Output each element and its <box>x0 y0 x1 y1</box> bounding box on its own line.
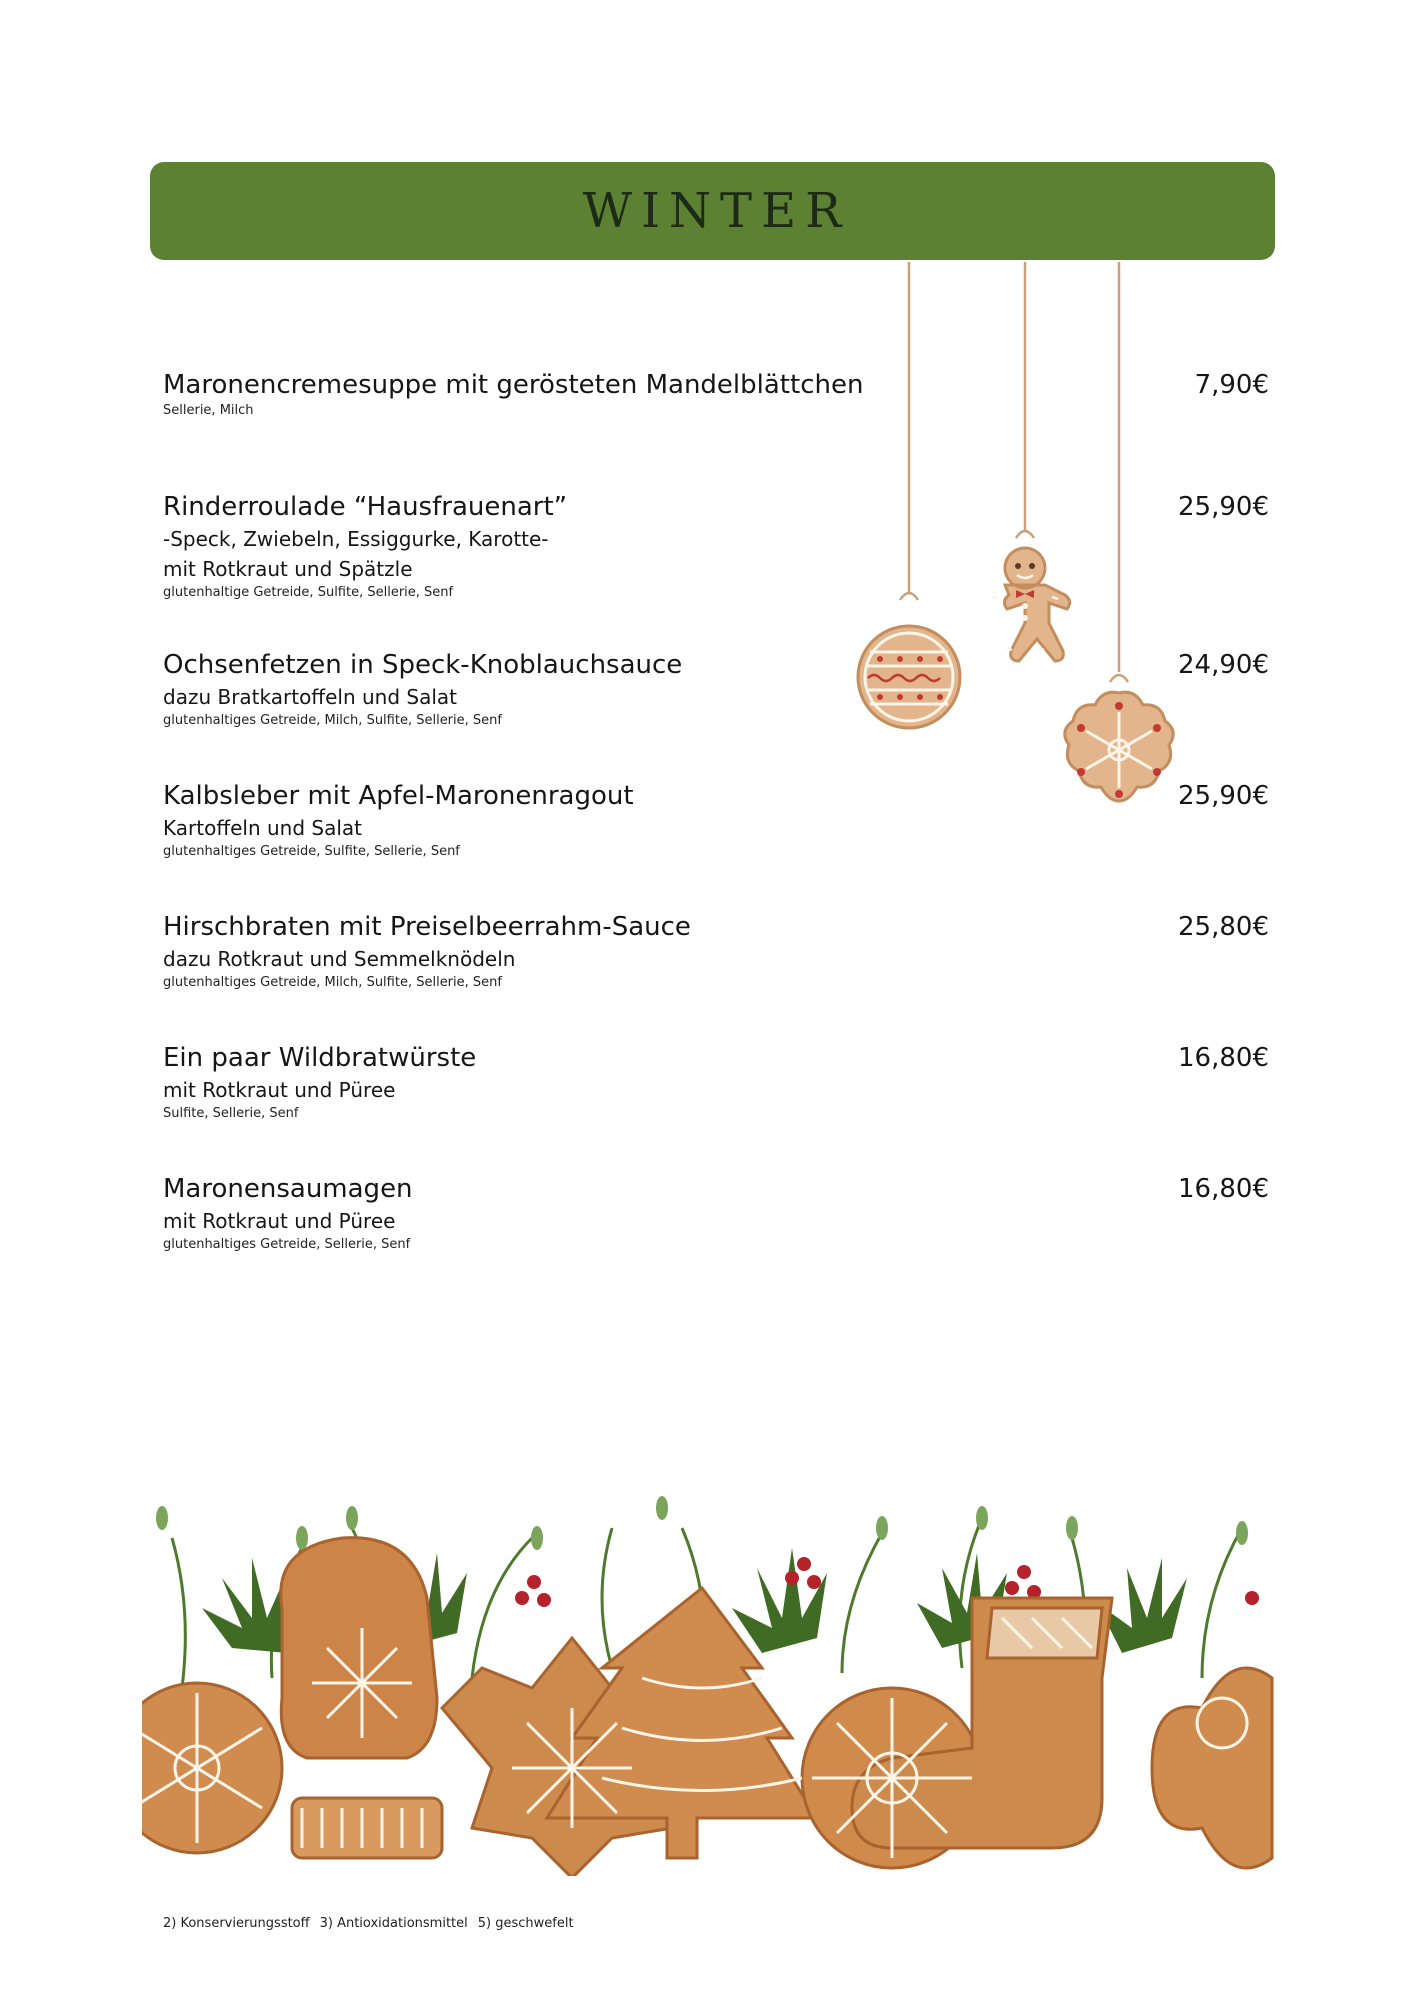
item-name: Hirschbraten mit Preiselbeerrahm-Sauce <box>163 912 691 942</box>
footnotes <box>163 1916 574 1931</box>
item-desc: Kartoffeln und Salat <box>163 816 363 840</box>
menu-item <box>163 648 1283 730</box>
item-desc: -Speck, Zwiebeln, Essiggurke, Karotte- <box>163 527 549 551</box>
menu-item <box>163 1041 1283 1123</box>
item-name: Ein paar Wildbratwürste <box>163 1043 477 1073</box>
menu-item <box>163 779 1283 861</box>
menu-item <box>163 490 1283 602</box>
header-bar <box>150 162 1275 260</box>
item-desc: mit Rotkraut und Püree <box>163 1078 396 1102</box>
footnote: 5) geschwefelt <box>477 1916 574 1931</box>
item-allergens: Sellerie, Milch <box>163 403 254 418</box>
item-allergens: glutenhaltiges Getreide, Milch, Sulfite, Sellerie, Senf <box>163 713 502 728</box>
item-desc: dazu Rotkraut und Semmelknödeln <box>163 947 516 971</box>
item-price: 16,80€ <box>1178 1043 1269 1073</box>
item-allergens: glutenhaltiges Getreide, Milch, Sulfite, Sellerie, Senf <box>163 975 502 990</box>
item-name: Kalbsleber mit Apfel-Maronenragout <box>163 781 634 811</box>
footnote: 3) Antioxidationsmittel <box>319 1916 468 1931</box>
item-price: 25,90€ <box>1178 781 1269 811</box>
item-allergens: Sulfite, Sellerie, Senf <box>163 1106 299 1121</box>
item-desc: dazu Bratkartoffeln und Salat <box>163 685 457 709</box>
item-allergens: glutenhaltiges Getreide, Sulfite, Sellerie, Senf <box>163 844 460 859</box>
item-name: Rinderroulade “Hausfrauenart” <box>163 492 568 522</box>
footnote: 2) Konservierungsstoff <box>163 1916 310 1931</box>
item-allergens: glutenhaltiges Getreide, Sellerie, Senf <box>163 1237 411 1252</box>
item-price: 16,80€ <box>1178 1174 1269 1204</box>
item-desc: mit Rotkraut und Püree <box>163 1209 396 1233</box>
hanging-ornaments <box>0 0 1414 900</box>
item-name: Ochsenfetzen in Speck-Knoblauchsauce <box>163 650 683 680</box>
item-price: 25,90€ <box>1178 492 1269 522</box>
menu-item <box>163 1172 1283 1254</box>
item-name: Maronensaumagen <box>163 1174 413 1204</box>
item-price: 24,90€ <box>1178 650 1269 680</box>
menu-item <box>163 368 1283 420</box>
gingerbread-cookie-border <box>142 1478 1278 1876</box>
item-price: 25,80€ <box>1178 912 1269 942</box>
menu-item <box>163 910 1283 992</box>
item-name: Maronencremesuppe mit gerösteten Mandelblättchen <box>163 370 864 400</box>
item-price: 7,90€ <box>1194 370 1269 400</box>
item-desc: mit Rotkraut und Spätzle <box>163 557 413 581</box>
page-title: WINTER <box>582 183 851 239</box>
item-allergens: glutenhaltige Getreide, Sulfite, Sellerie, Senf <box>163 585 454 600</box>
